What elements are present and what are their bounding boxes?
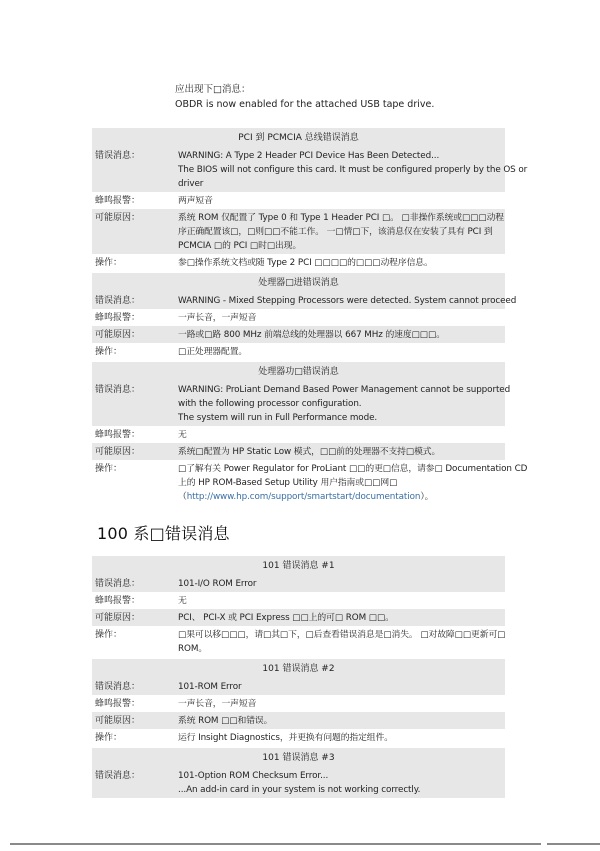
content-line [178,411,505,425]
row-label: 操作： [95,346,123,357]
row-content [178,149,528,191]
table-row [92,254,505,271]
content-line [178,256,505,270]
table-row [92,767,505,798]
text-segment: The system will run in Full Performance mode. [178,412,378,423]
row-content [178,311,505,325]
intro-text [175,82,434,112]
row-label: 错误消息： [95,384,141,395]
hp-documentation-link[interactable]: http://www.hp.com/support/smartstart/documentation [186,491,421,502]
row-content [178,328,505,342]
row-content [178,697,505,711]
table-row [92,426,505,443]
text-segment: □了解有关 Power Regulator for ProLiant □□的更□信息，请参□ Documentation CD [178,463,528,474]
text-segment: □正处理器配置。 [178,346,248,357]
row-content [178,611,505,625]
error-message-table [92,362,528,505]
content-line [178,225,505,239]
table-row [92,626,505,657]
content-line [178,445,505,459]
row-content [178,256,505,270]
text-segment: 两声短音 [178,195,213,206]
table-title: 101 错误消息 #2 [92,659,505,678]
page-bottom-divider-right [547,843,600,845]
row-label: 错误消息： [95,295,141,306]
content-line [178,211,505,225]
text-segment: WARNING: ProLiant Demand Based Power Management cannot be supported [178,384,511,395]
content-line [178,294,517,308]
table-row [92,147,528,192]
content-line [178,642,505,656]
content-line [178,311,505,325]
text-segment: 无 [178,429,187,440]
row-label: 操作： [95,629,123,640]
row-content [178,594,505,608]
row-label: 可能原因： [95,329,141,340]
intro-line-chinese: 应出现下□消息： [175,84,251,95]
table-row [92,292,517,309]
row-label: 错误消息： [95,770,141,781]
row-label: 可能原因： [95,715,141,726]
table-row [92,309,505,326]
text-segment: driver [178,178,204,189]
table-row [92,381,511,426]
row-content [178,731,505,745]
text-segment: The BIOS will not configure this card. It must be configured properly by the OS or [178,164,528,175]
row-label: 蜂鸣报警： [95,595,141,606]
row-label: 蜂鸣报警： [95,429,141,440]
row-label: 蜂鸣报警： [95,312,141,323]
text-segment: WARNING - Mixed Stepping Processors were detected. System cannot proceed [178,295,517,306]
content-line [178,783,505,797]
row-content [178,345,505,359]
text-segment: 101-I/O ROM Error [178,578,257,589]
text-segment: （ [178,491,187,502]
row-label: 错误消息： [95,578,141,589]
table-title: 处理器□进错误消息 [92,273,505,292]
content-line [178,769,505,783]
text-segment: with the following processor configuration. [178,398,362,409]
content-line [178,177,505,191]
content-line [178,714,505,728]
row-content [178,628,505,656]
content-line [178,462,528,476]
text-segment: PCMCIA □的 PCI □时□出现。 [178,240,302,251]
content-line [178,397,505,411]
table-row [92,575,505,592]
text-segment: 序正确配置该□，□则□□不能工作。 一□情□下，该消息仅在安装了具有 PCI 到 [178,226,493,237]
content-line [178,577,505,591]
text-segment: 无 [178,595,187,606]
row-label: 操作： [95,732,123,743]
content-line [178,383,511,397]
content-line [178,680,505,694]
row-content [178,714,505,728]
text-segment: 系统 ROM □□和错误。 [178,715,273,726]
content-line [178,345,505,359]
content-line [178,628,505,642]
row-label: 可能原因： [95,446,141,457]
content-line [178,194,505,208]
content-line [178,428,505,442]
content-line [178,594,505,608]
error-message-table [92,556,505,657]
row-content [178,577,505,591]
row-label: 可能原因： [95,612,141,623]
intro-line-english: OBDR is now enabled for the attached USB tape drive. [175,99,435,110]
table-row [92,209,505,254]
text-segment: 一路或□路 800 MHz 前端总线的处理器以 667 MHz 的速度□□□。 [178,329,445,340]
text-segment: 运行 Insight Diagnostics，并更换有问题的指定组件。 [178,732,393,743]
table-row [92,592,505,609]
text-segment: PCI、 PCI-X 或 PCI Express □□上的可□ ROM □□。 [178,612,394,623]
table-row [92,678,505,695]
content-line [178,328,505,342]
tables-group-100-series [92,556,505,798]
content-line [178,163,528,177]
text-segment: 系统 ROM 仅配置了 Type 0 和 Type 1 Header PCI □。 □非操作系统或□□□动程 [178,212,504,223]
row-label: 可能原因： [95,212,141,223]
table-row [92,343,505,360]
section-heading-100-series: 100 系□错误消息 [97,524,230,543]
row-label: 蜂鸣报警： [95,195,141,206]
content-line [178,731,505,745]
error-message-table [92,128,528,271]
row-content [178,294,517,308]
content-line [178,611,505,625]
text-segment: 101-ROM Error [178,681,242,692]
table-row [92,712,505,729]
text-segment: □果可以移□□□，请□其□下，□后查看错误消息是□消失。 □对故障□□更新可□ [178,629,506,640]
table-row [92,609,505,626]
error-message-table [92,273,517,360]
error-message-table [92,659,505,746]
table-row [92,460,528,505]
text-segment: ROM。 [178,643,208,654]
error-message-content [92,128,528,800]
table-row [92,326,505,343]
text-segment: 一声长音，一声短音 [178,312,257,323]
table-row [92,192,505,209]
row-content [178,211,505,253]
text-segment: ...An add-in card in your system is not working correctly. [178,784,421,795]
table-title: 101 错误消息 #1 [92,556,505,575]
row-label: 错误消息： [95,150,141,161]
text-segment: 系统□配置为 HP Static Low 模式，□□前的处理器不支持□模式。 [178,446,441,457]
table-title: 处理器功□错误消息 [92,362,505,381]
row-content [178,194,505,208]
content-line [178,697,505,711]
text-segment: ）。 [420,491,434,502]
row-label: 错误消息： [95,681,141,692]
table-row [92,443,505,460]
text-segment: 一声长音，一声短音 [178,698,257,709]
content-line [178,149,505,163]
row-label: 操作： [95,463,123,474]
content-line [178,476,505,490]
text-segment: WARNING: A Type 2 Header PCI Device Has Been Detected... [178,150,440,161]
tables-group-top [92,128,528,505]
content-line [178,490,505,504]
row-content [178,769,505,797]
row-content [178,383,511,425]
content-line [178,239,505,253]
table-row [92,695,505,712]
table-title: 101 错误消息 #3 [92,748,505,767]
row-label: 蜂鸣报警： [95,698,141,709]
text-segment: 上的 HP ROM-Based Setup Utility 用户指南或□□网□ [178,477,398,488]
table-title: PCI 到 PCMCIA 总线错误消息 [92,128,505,147]
page-bottom-divider-left [10,843,541,845]
error-message-table [92,748,505,798]
row-content [178,428,505,442]
text-segment: 参□操作系统文档或随 Type 2 PCI □□□□的□□□动程序信息。 [178,257,433,268]
text-segment: 101-Option ROM Checksum Error... [178,770,329,781]
table-row [92,729,505,746]
row-label: 操作： [95,257,123,268]
row-content [178,462,528,504]
row-content [178,445,505,459]
row-content [178,680,505,694]
